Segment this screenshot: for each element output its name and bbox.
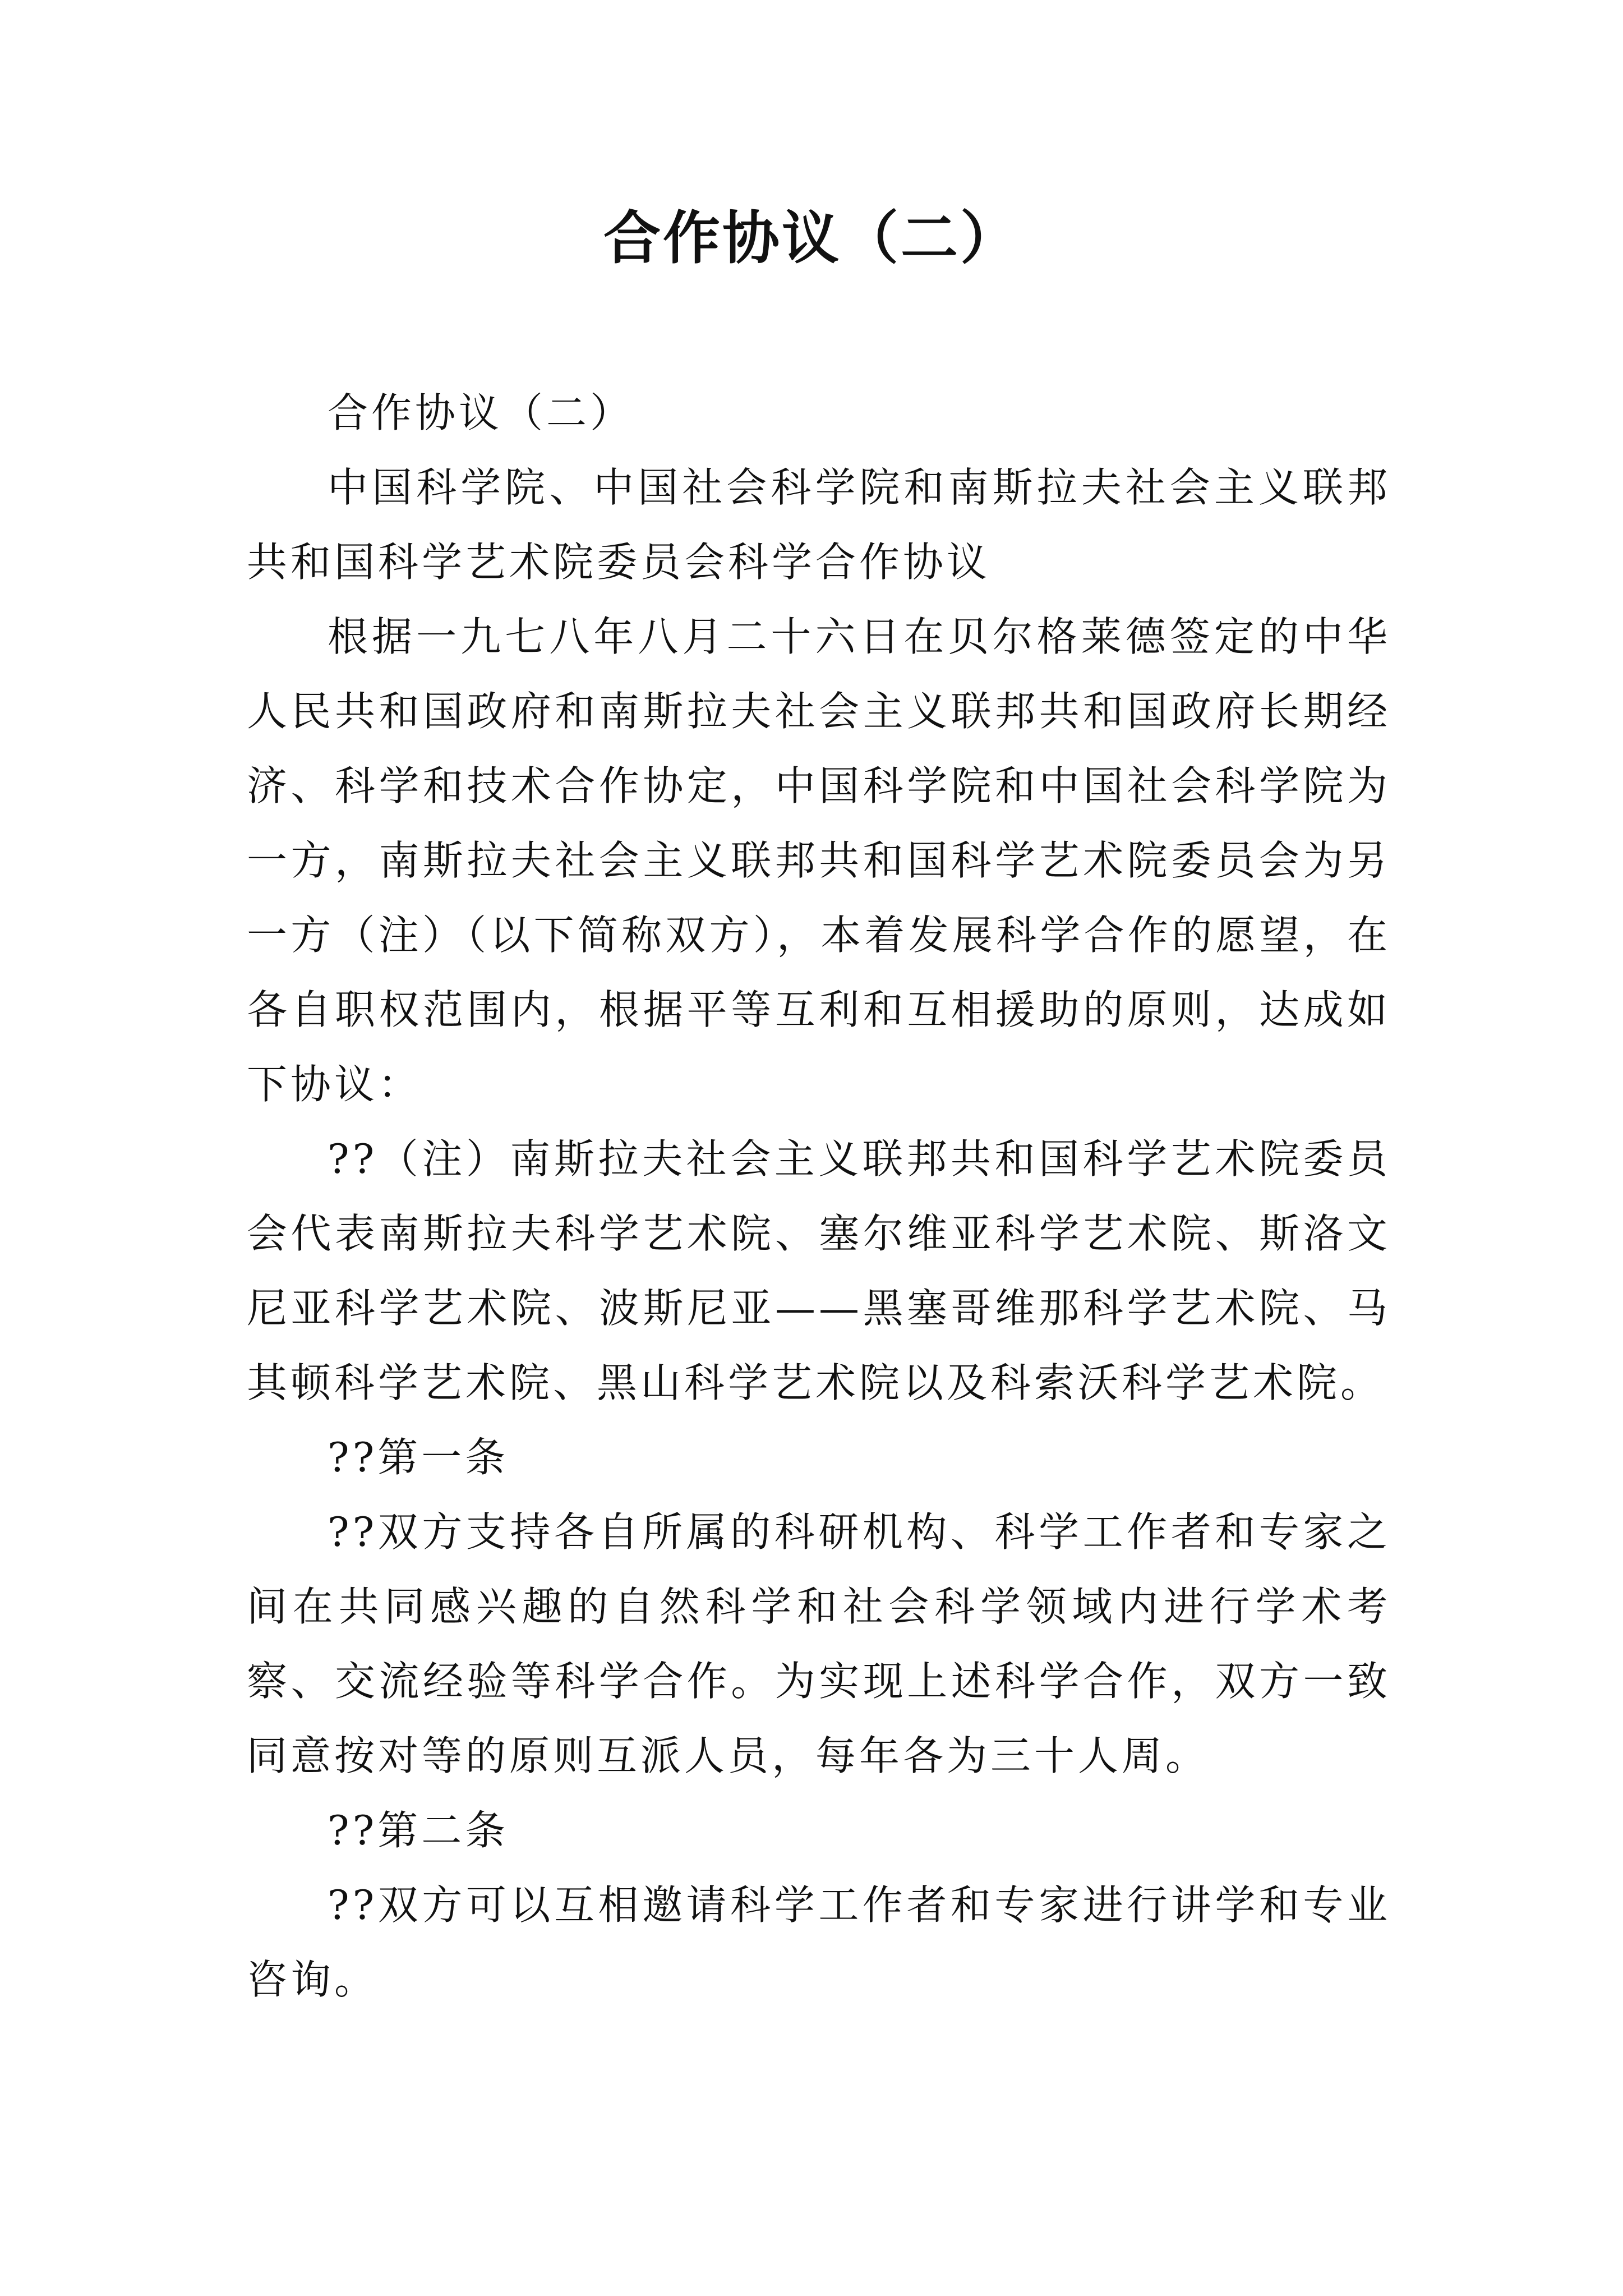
document-title: 合作协议（二） bbox=[603, 205, 1020, 272]
document-body bbox=[247, 376, 1391, 2017]
article-1-heading: ??第一条 bbox=[328, 1434, 509, 1481]
paragraph-note: ??（注）南斯拉夫社会主义联邦共和国科学艺术院委员会代表南斯拉夫科学艺术院、塞尔维亚科学艺术院、斯洛文尼亚科学艺术院、波斯尼亚——黑塞哥维那科学艺术院、马其顿科学艺术院、黑山科学艺术院以及科索沃科学艺术院。 bbox=[247, 1135, 1391, 1406]
paragraph-preamble: 根据一九七八年八月二十六日在贝尔格莱德签定的中华人民共和国政府和南斯拉夫社会主义联邦共和国政府长期经济、科学和技术合作协定，中国科学院和中国社会科学院为一方，南斯拉夫社会主义联邦共和国科学艺术院委员会为另一方（注）（以下简称双方），本着发展科学合作的愿望，在各自职权范围内，根据平等互利和互相援助的原则，达成如下协议： bbox=[247, 613, 1391, 1108]
article-1-text: ??双方支持各自所属的科研机构、科学工作者和专家之间在共同感兴趣的自然科学和社会科学领域内进行学术考察、交流经验等科学合作。为实现上述科学合作，双方一致同意按对等的原则互派人员，每年各为三十人周。 bbox=[247, 1508, 1391, 1779]
paragraph-heading: 合作协议（二） bbox=[328, 389, 634, 436]
article-2-text: ??双方可以互相邀请科学工作者和专家进行讲学和专业咨询。 bbox=[247, 1881, 1391, 2003]
paragraph-agreement-name: 中国科学院、中国社会科学院和南斯拉夫社会主义联邦共和国科学艺术院委员会科学合作协议 bbox=[247, 464, 1391, 586]
article-2-heading: ??第二条 bbox=[328, 1807, 509, 1854]
